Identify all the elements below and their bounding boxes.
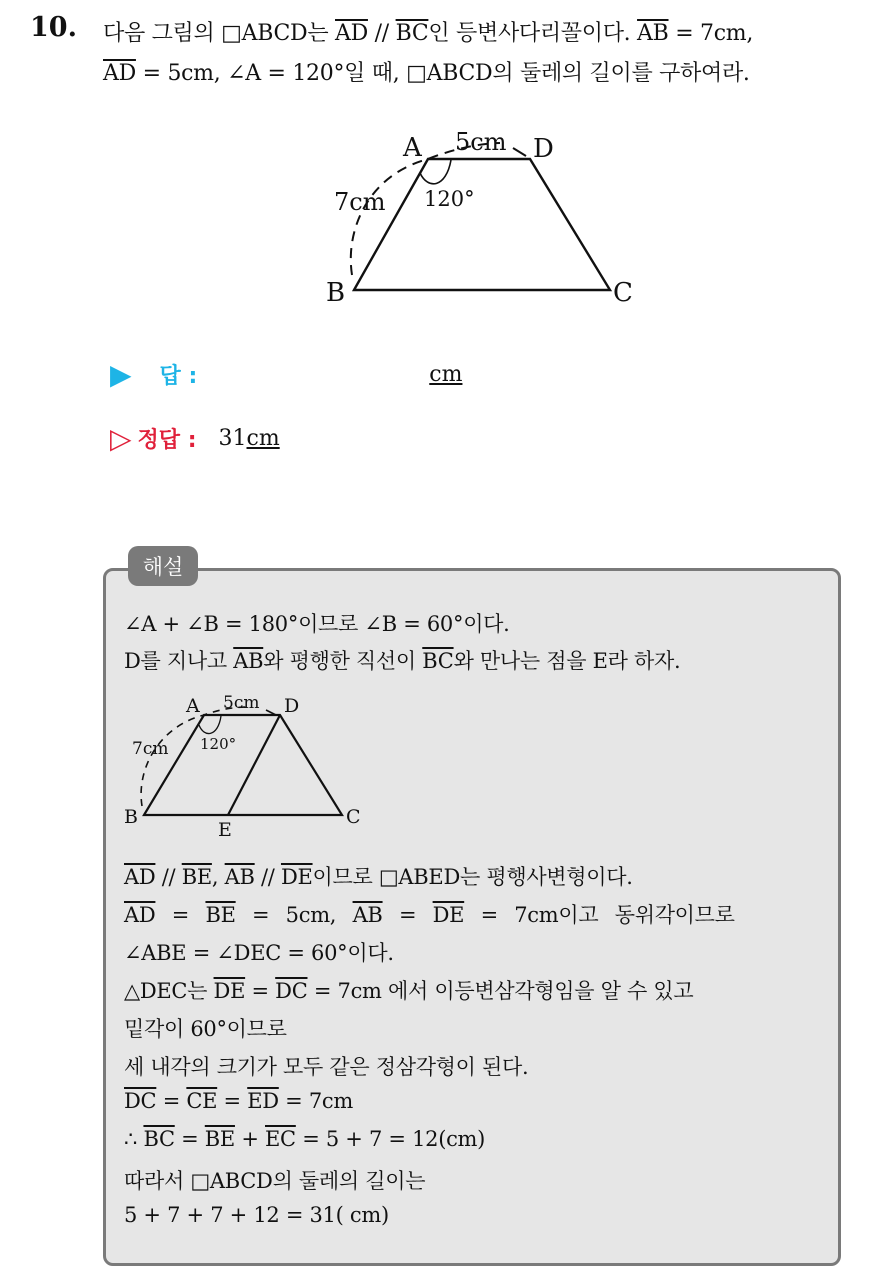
text: // [155, 865, 182, 889]
segment-be: $\overline{BE}$ [204, 1127, 235, 1151]
text: = 7cm 에서 이등변삼각형임을 알 수 있고 [307, 979, 694, 1003]
text: 다음 그림의 □ABCD는 [103, 21, 336, 46]
segment-de: $\overline{DE}$ [432, 903, 465, 927]
text: + [234, 1127, 265, 1151]
correct-answer-value: 31 [218, 426, 247, 451]
length-ad: 5cm [223, 693, 260, 713]
length-ad: 5cm [455, 128, 507, 156]
angle-a: 120° [424, 187, 475, 211]
solution-line-2 [124, 645, 680, 675]
parallelogram-figure [120, 688, 380, 848]
vertex-e: E [218, 819, 232, 841]
play-triangle-icon: ▶ [110, 358, 132, 391]
text: // [367, 21, 396, 46]
text: = 5cm, ∠A = 120°일 때, □ABCD의 둘레의 길이를 구하여라. [135, 61, 750, 86]
vertex-c: C [346, 806, 361, 828]
text: // [254, 865, 281, 889]
text: = 5cm, [235, 903, 353, 927]
text: = [156, 1089, 187, 1113]
solution-line-8: 세 내각의 크기가 모두 같은 정삼각형이 된다. [124, 1055, 529, 1079]
vertex-d: D [284, 695, 300, 717]
answer-row [110, 358, 462, 391]
segment-de: $\overline{DE}$ [280, 865, 313, 889]
text: , [211, 865, 225, 889]
answer-unit: cm [429, 362, 463, 387]
segment-ad: $\overline{AD}$ [124, 865, 156, 889]
text: = 7cm, [668, 21, 754, 46]
segment-ab: $\overline{AB}$ [224, 865, 255, 889]
text: ∴ [124, 1127, 144, 1151]
solution-line-6 [124, 975, 693, 1005]
solution-line-4 [124, 899, 735, 929]
solution-line-5: ∠ABE = ∠DEC = 60°이다. [124, 941, 394, 965]
text: D를 지나고 [124, 649, 234, 673]
vertex-b: B [124, 806, 138, 828]
segment-de-line [228, 715, 280, 815]
answer-label: 답 : [159, 364, 198, 389]
segment-ed: $\overline{ED}$ [247, 1089, 279, 1113]
text: = [155, 903, 206, 927]
solution-line-12: 5 + 7 + 7 + 12 = 31( cm) [124, 1203, 389, 1227]
solution-line-1: ∠A + ∠B = 180°이므로 ∠B = 60°이다. [124, 612, 510, 636]
trapezoid-outline [144, 715, 342, 815]
text: 인 등변사다리꼴이다. [428, 21, 638, 46]
solution-line-7: 밑각이 60°이므로 [124, 1017, 287, 1041]
solution-line-3 [124, 861, 633, 891]
length-ab: 7cm [132, 739, 169, 759]
segment-ab: $\overline{AB}$ [233, 649, 264, 673]
correct-answer-label: 정답 : [137, 428, 197, 453]
length-ab: 7cm [334, 188, 386, 216]
text: = [245, 979, 276, 1003]
angle-a: 120° [200, 735, 237, 753]
correct-answer-row [110, 422, 280, 455]
segment-ce: $\overline{CE}$ [186, 1089, 218, 1113]
segment-ec: $\overline{EC}$ [265, 1127, 296, 1151]
segment-de: $\overline{DE}$ [213, 979, 246, 1003]
segment-dc: $\overline{DC}$ [275, 979, 308, 1003]
text: △DEC는 [124, 979, 214, 1003]
segment-dc: $\overline{DC}$ [124, 1089, 157, 1113]
text: = 5 + 7 = 12(cm) [295, 1127, 486, 1151]
segment-bc: $\overline{BC}$ [422, 649, 454, 673]
text: 와 평행한 직선이 [263, 649, 423, 673]
vertex-a: A [186, 695, 200, 717]
segment-ad: $\overline{AD}$ [335, 21, 368, 46]
trapezoid-outline [354, 159, 610, 290]
segment-be: $\overline{BE}$ [205, 903, 236, 927]
vertex-c: C [613, 278, 633, 308]
trapezoid-figure [0, 0, 884, 340]
arc-dashed-end [513, 148, 526, 156]
vertex-d: D [533, 134, 554, 164]
text: 이므로 □ABED는 평행사변형이다. [312, 865, 633, 889]
text: = [217, 1089, 248, 1113]
vertex-b: B [326, 278, 346, 308]
text: 와 만나는 점을 E라 하자. [453, 649, 681, 673]
segment-ab: $\overline{AB}$ [637, 21, 669, 46]
vertex-a: A [403, 133, 422, 163]
solution-tab: 해설 [128, 546, 198, 586]
problem-number: 10. [30, 12, 77, 43]
outline-triangle-icon: ▷ [110, 422, 132, 455]
text: = [382, 903, 433, 927]
correct-answer-unit: cm [246, 426, 280, 451]
segment-bc: $\overline{BC}$ [395, 21, 429, 46]
solution-line-9 [124, 1089, 353, 1113]
solution-line-10 [124, 1127, 485, 1151]
segment-bc: $\overline{BC}$ [143, 1127, 175, 1151]
text: = 7cm이고 동위각이므로 [464, 903, 735, 927]
text: = [174, 1127, 205, 1151]
segment-ad: $\overline{AD}$ [124, 903, 156, 927]
segment-ab: $\overline{AB}$ [352, 903, 383, 927]
segment-ad: $\overline{AD}$ [103, 61, 136, 86]
text: = 7cm [278, 1089, 353, 1113]
segment-be: $\overline{BE}$ [181, 865, 212, 889]
solution-line-11: 따라서 □ABCD의 둘레의 길이는 [124, 1169, 426, 1193]
